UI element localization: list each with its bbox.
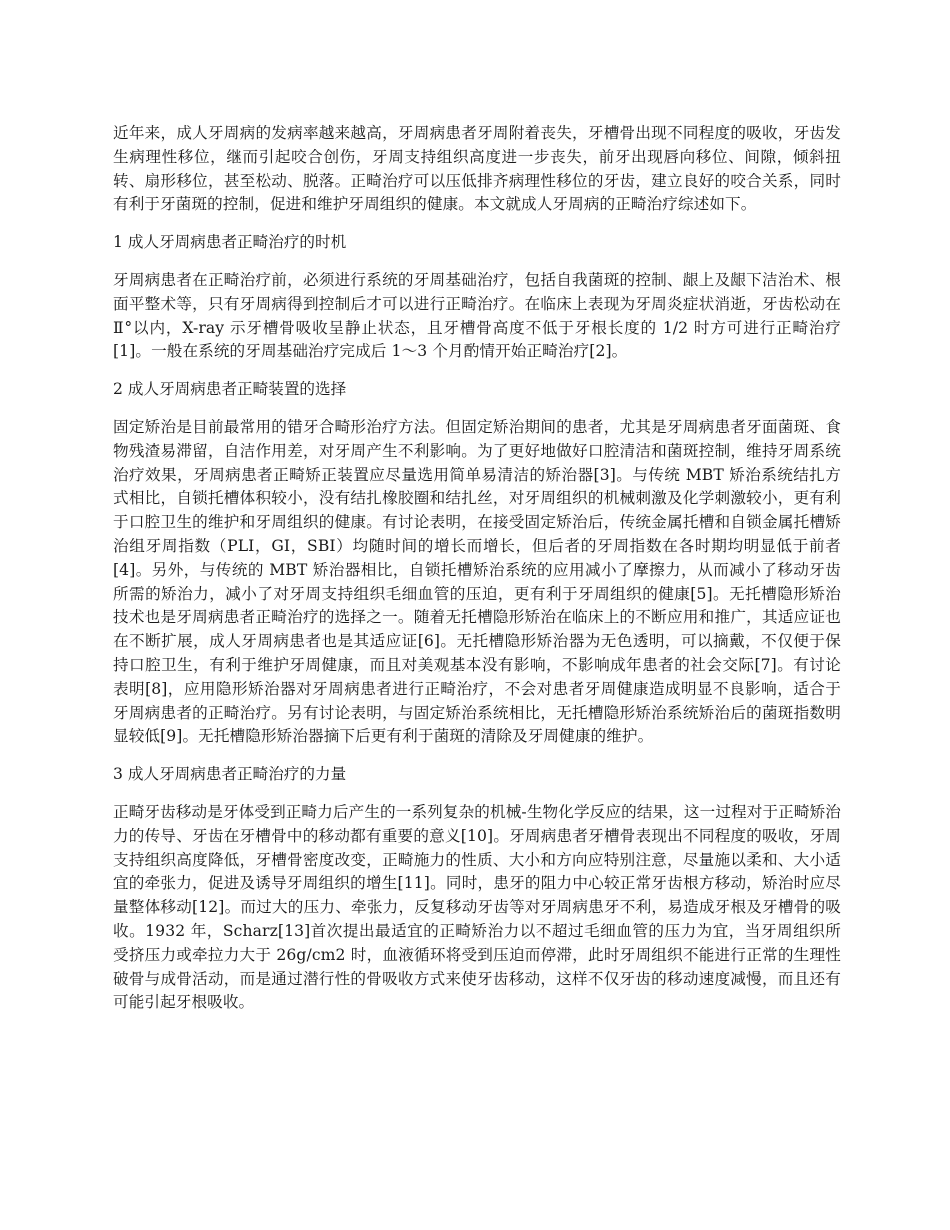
intro-paragraph: 近年来，成人牙周病的发病率越来越高，牙周病患者牙周附着丧失，牙槽骨出现不同程度的吸收，牙齿发生病理性移位，继而引起咬合创伤，牙周支持组织高度进一步丧失，前牙出现唇向移位、间隙，倾斜扭转、扇形移位，甚至松动、脱落。正畸治疗可以压低排齐病理性移位的牙齿，建立良好的咬合关系，同时有利于牙菌斑的控制，促进和维护牙周组织的健康。本文就成人牙周病的正畸治疗综述如下。 (113, 124, 841, 214)
section-2-paragraph: 固定矫治是目前最常用的错牙合畸形治疗方法。但固定矫治期间的患者，尤其是牙周病患者牙面菌斑、食物残渣易滞留，自洁作用差，对牙周产生不利影响。为了更好地做好口腔清洁和菌斑控制，维持牙周系统治疗效果，牙周病患者正畸矫正装置应尽量选用简单易清洁的矫治器[3]。与传统 MBT 矫治系统结扎方式相比，自锁托槽体积较小，没有结扎橡胶圈和结扎丝，对牙周组织的机械刺激及化学刺激较小，更有利于口腔卫生的维护和牙周组织的健康。有讨论表明，在接受固定矫治后，传统金属托槽和自锁金属托槽矫治组牙周指数（PLI，GI，SBI）均随时间的增长而增长，但后者的牙周指数在各时期均明显低于前者[4]。另外，与传统的 MBT 矫治器相比，自锁托槽矫治系统的应用减小了摩擦力，从而减小了移动牙齿所需的矫治力，减小了对牙周支持组织毛细血管的压迫，更有利于牙周组织的健康[5]。无托槽隐形矫治技术也是牙周病患者正畸治疗的选择之一。随着无托槽隐形矫治在临床上的不断应用和推广，其适应证也在不断扩展，成人牙周病患者也是其适应证[6]。无托槽隐形矫治器为无色透明，可以摘戴，不仅便于保持口腔卫生，有利于维护牙周健康，而且对美观基本没有影响，不影响成年患者的社会交际[7]。有讨论表明[8]，应用隐形矫治器对牙周病患者进行正畸治疗，不会对患者牙周健康造成明显不良影响，适合于牙周病患者的正畸治疗。另有讨论表明，与固定矫治系统相比，无托槽隐形矫治系统矫治后的菌斑指数明显较低[9]。无托槽隐形矫治器摘下后更有利于菌斑的清除及牙周健康的维护。 (113, 417, 841, 746)
section-2-heading: 2 成人牙周病患者正畸装置的选择 (113, 380, 347, 399)
section-1-heading: 1 成人牙周病患者正畸治疗的时机 (113, 233, 347, 252)
section-3-heading: 3 成人牙周病患者正畸治疗的力量 (113, 765, 347, 784)
section-3-paragraph: 正畸牙齿移动是牙体受到正畸力后产生的一系列复杂的机械-生物化学反应的结果，这一过程对于正畸矫治力的传导、牙齿在牙槽骨中的移动都有重要的意义[10]。牙周病患者牙槽骨表现出不同程度的吸收，牙周支持组织高度降低，牙槽骨密度改变，正畸施力的性质、大小和方向应特别注意，尽量施以柔和、大小适宜的牵张力，促进及诱导牙周组织的增生[11]。同时，患牙的阻力中心较正常牙齿根方移动，矫治时应尽量整体移动[12]。而过大的压力、牵张力，反复移动牙齿等对牙周病患牙不利，易造成牙根及牙槽骨的吸收。1932 年，Scharz[13]首次提出最适宜的正畸矫治力以不超过毛细血管的压力为宜，当牙周组织所受挤压力或牵拉力大于 26g/cm2 时，血液循环将受到压迫而停滞，此时牙周组织不能进行正常的生理性破骨与成骨活动，而是通过潜行性的骨吸收方式来使牙齿移动，这样不仅牙齿的移动速度减慢，而且还有可能引起牙根吸收。 (113, 802, 841, 1012)
section-1-paragraph: 牙周病患者在正畸治疗前，必须进行系统的牙周基础治疗，包括自我菌斑的控制、龈上及龈下洁治术、根面平整术等，只有牙周病得到控制后才可以进行正畸治疗。在临床上表现为牙周炎症状消逝，牙齿松动在Ⅱ°以内，X-ray 示牙槽骨吸收呈静止状态，且牙槽骨高度不低于牙根长度的 1/2 时方可进行正畸治疗[1]。一般在系统的牙周基础治疗完成后 1～3 个月酌情开始正畸治疗[2]。 (113, 270, 841, 361)
document-body (113, 122, 841, 1029)
